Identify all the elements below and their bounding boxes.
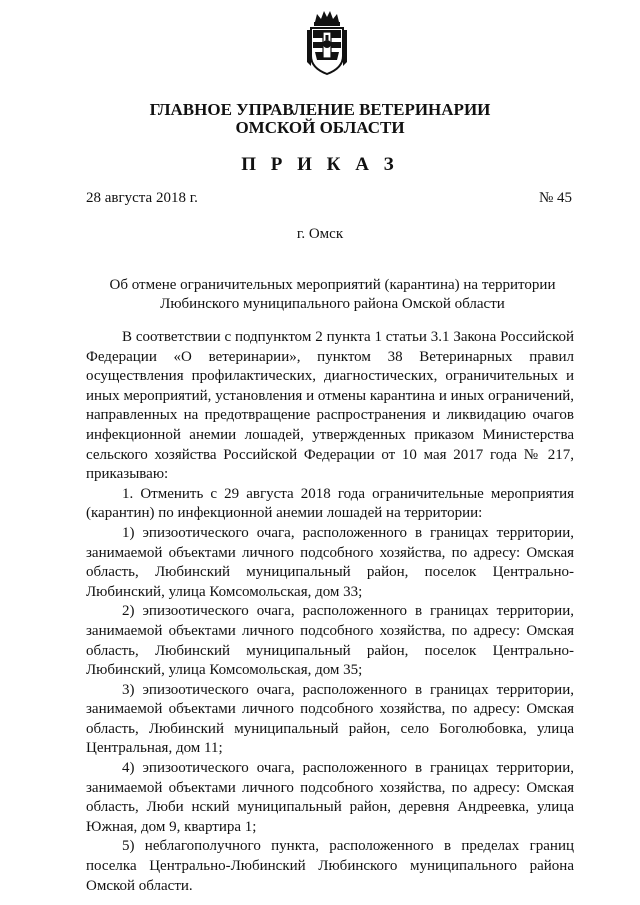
item-1-paragraph: 1. Отменить с 29 августа 2018 года ограничительные мероприятия (карантин) по инфекционной анемии лошадей на территории: bbox=[86, 485, 574, 522]
subitem-2-paragraph: 2) эпизоотического очага, расположенного в границах территории, занимаемой объектами личного подсобного хозяйства, по адресу: Омская область, Любинский муниципальный район, поселок Центрально-Любинский, улица Комсомольская, дом 35; bbox=[86, 603, 574, 679]
organization-name-line1: ГЛАВНОЕ УПРАВЛЕНИЕ ВЕТЕРИНАРИИ bbox=[149, 100, 491, 119]
subitem-5-paragraph: 5) неблагополучного пункта, расположенного в пределах границ поселка Центрально-Любинский Любинского муниципального района Омской области. bbox=[86, 838, 574, 894]
document-number: № 45 bbox=[538, 190, 572, 206]
subitem-1-paragraph: 1) эпизоотического очага, расположенного в границах территории, занимаемой объектами личного подсобного хозяйства, по адресу: Омская область, Любинский муниципальный район, поселок Центрально-Любинский, улица Комсомольская, дом 33; bbox=[86, 524, 574, 600]
document-date: 28 августа 2018 г. bbox=[86, 190, 198, 206]
subitem-4-paragraph: 4) эпизоотического очага, расположенного в границах территории, занимаемой объектами личного подсобного хозяйства, по адресу: Омская область, Люби нский муниципальный район, деревня Андреевка, улица Южная, дом 9, квартира 1; bbox=[86, 760, 574, 835]
organization-name-line2: ОМСКОЙ ОБЛАСТИ bbox=[235, 118, 405, 137]
document-body bbox=[86, 328, 574, 896]
preamble-paragraph: В соответствии с подпунктом 2 пункта 1 статьи 3.1 Закона Российской Федерации «О ветеринарии», пунктом 38 Ветеринарных правил осуществления профилактических, диагностических, ограничительных и иных мероприятий, установления и отмены карантина и иных ограничений, направленных на предотвращение распространения и ликвидацию очагов инфекционной анемии лошадей, утвержденных приказом Министерства сельского хозяйства Российской Федерации от 10 мая 2017 года № 217, приказываю: bbox=[86, 329, 574, 483]
document-type-title: П Р И К А З bbox=[241, 154, 399, 175]
subitem-3-paragraph: 3) эпизоотического очага, расположенного в границах территории, занимаемой объектами личного подсобного хозяйства, по адресу: Омская область, Любинский муниципальный район, село Боголюбовка, улица Центральная, дом 11; bbox=[86, 681, 574, 757]
coat-of-arms-emblem bbox=[303, 8, 351, 78]
document-subject: Об отмене ограничительных мероприятий (карантина) на территории Любинского муниципального района Омской области bbox=[109, 277, 556, 312]
document-city: г. Омск bbox=[296, 226, 344, 242]
